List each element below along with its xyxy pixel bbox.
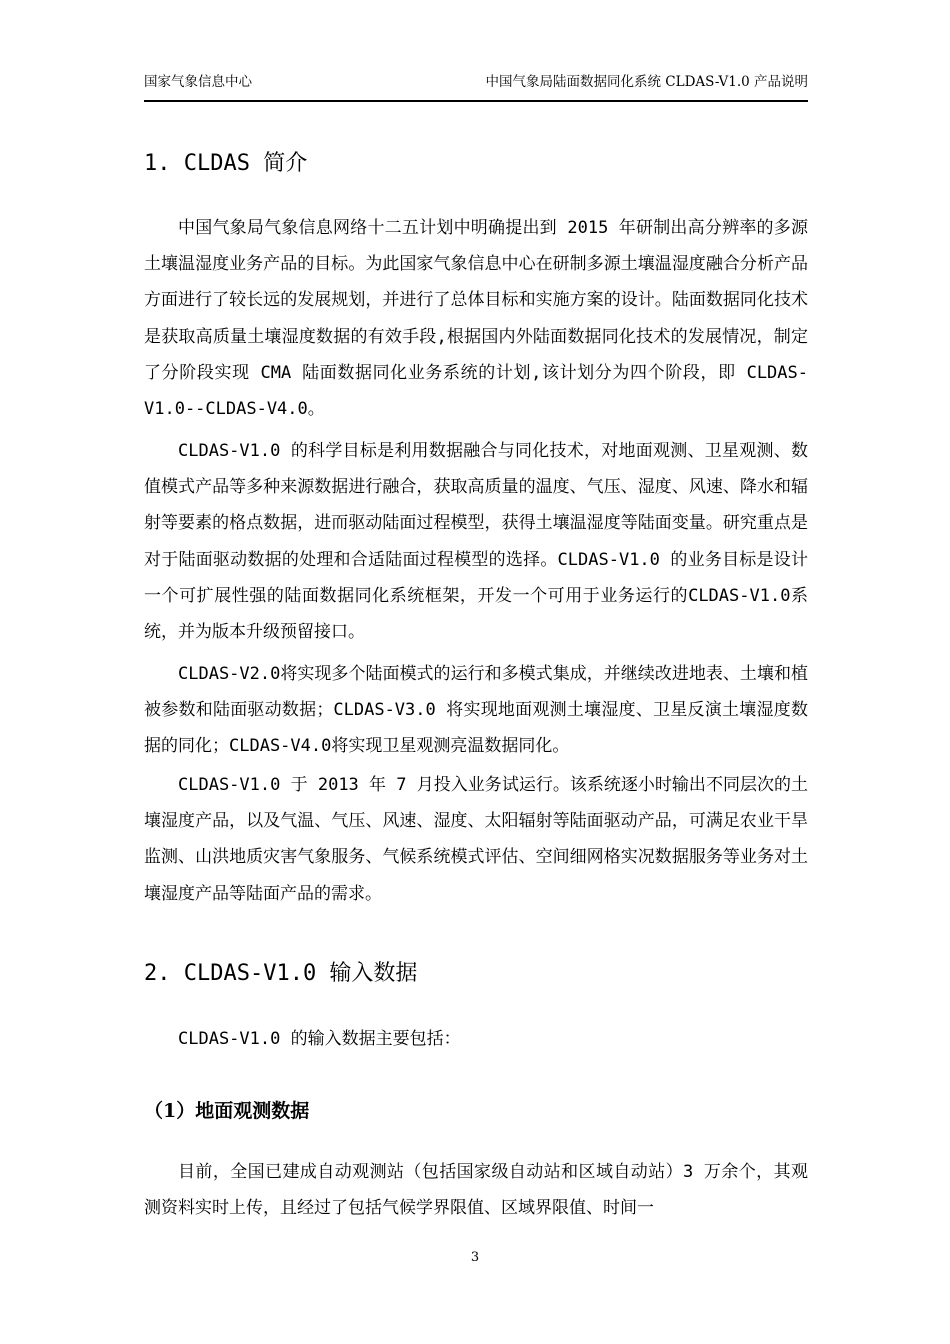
page-header [144, 66, 808, 102]
header-organization: 国家气象信息中心 [144, 74, 252, 90]
section-1-paragraph-1: 中国气象局气象信息网络十二五计划中明确提出到 2015 年研制出高分辨率的多源土壤温湿度业务产品的目标。为此国家气象信息中心在研制多源土壤温湿度融合分析产品方面进行了较长远的发展规划，并进行了总体目标和实施方案的设计。陆面数据同化技术是获取高质量土壤湿度数据的有效手段,根据国内外陆面数据同化技术的发展情况，制定了分阶段实现 CMA 陆面数据同化业务系统的计划,该计划分为四个阶段，即 CLDAS-V1.0--CLDAS-V4.0。 [144, 218, 808, 420]
page-number: 3 [470, 1250, 480, 1265]
subsection-ground-observation-paragraph: 目前，全国已建成自动观测站（包括国家级自动站和区域自动站）3 万余个，其观测资料实时上传，且经过了包括气候学界限值、区域界限值、时间一 [144, 1162, 808, 1219]
section-1-heading: 1. CLDAS 简介 [144, 151, 308, 176]
section-1-paragraph-4: CLDAS-V1.0 于 2013 年 7 月投入业务试运行。该系统逐小时输出不同层次的土壤湿度产品，以及气温、气压、风速、湿度、太阳辐射等陆面驱动产品，可满足农业干旱监测、山洪地质灾害气象服务、气候系统模式评估、空间细网格实况数据服务等业务对土壤湿度产品等陆面产品的需求。 [144, 775, 808, 904]
section-1-paragraph-3: CLDAS-V2.0将实现多个陆面模式的运行和多模式集成，并继续改进地表、土壤和植被参数和陆面驱动数据；CLDAS-V3.0 将实现地面观测土壤湿度、卫星反演土壤湿度数据的同化；CLDAS-V4.0将实现卫星观测亮温数据同化。 [144, 664, 808, 757]
section-2-intro: CLDAS-V1.0 的输入数据主要包括： [178, 1029, 461, 1049]
subsection-ground-observation-heading: （1）地面观测数据 [144, 1100, 310, 1122]
section-1-paragraph-2: CLDAS-V1.0 的科学目标是利用数据融合与同化技术，对地面观测、卫星观测、数值模式产品等多种来源数据进行融合，获取高质量的温度、气压、湿度、风速、降水和辐射等要素的格点数据，进而驱动陆面过程模型，获得土壤温湿度等陆面变量。研究重点是对于陆面驱动数据的处理和合适陆面过程模型的选择。CLDAS-V1.0 的业务目标是设计一个可扩展性强的陆面数据同化系统框架，开发一个可用于业务运行的CLDAS-V1.0系统，并为版本升级预留接口。 [144, 441, 808, 643]
header-document-title: 中国气象局陆面数据同化系统 CLDAS-V1.0 产品说明 [485, 74, 808, 90]
section-2-heading: 2. CLDAS-V1.0 输入数据 [144, 961, 418, 986]
